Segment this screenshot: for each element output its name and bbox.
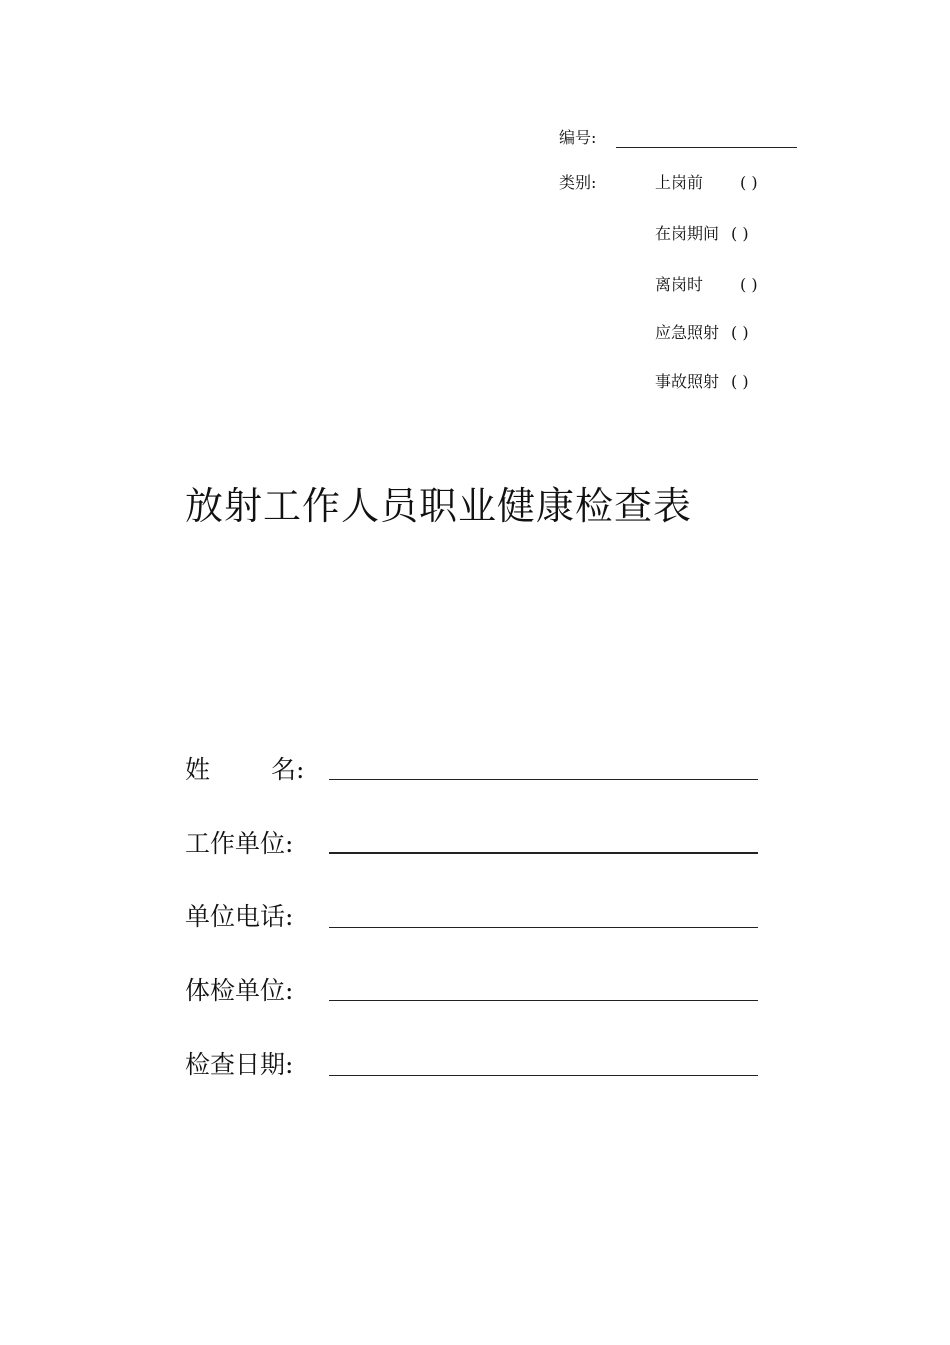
- category-checkbox-pre-employment: ( ): [740, 173, 758, 192]
- exam-unit-label: 体检单位:: [185, 976, 294, 1005]
- work-unit-underline: [329, 852, 758, 854]
- category-checkbox-leaving: ( ): [740, 275, 758, 294]
- exam-date-label: 检查日期:: [185, 1050, 294, 1079]
- category-checkbox-accident-exposure: ( ): [731, 372, 749, 391]
- name-underline: [329, 779, 758, 780]
- document-title: 放射工作人员职业健康检查表: [185, 484, 693, 528]
- serial-label: 编号:: [559, 128, 597, 147]
- exam-date-underline: [329, 1075, 758, 1076]
- category-checkbox-in-service: ( ): [731, 224, 749, 243]
- category-label: 类别:: [559, 173, 597, 192]
- work-unit-label: 工作单位:: [185, 829, 294, 858]
- name-label-first: 姓: [185, 755, 211, 784]
- category-option-in-service: 在岗期间: [655, 224, 720, 243]
- unit-phone-label: 单位电话:: [185, 902, 294, 931]
- unit-phone-underline: [329, 927, 758, 928]
- category-option-leaving: 离岗时: [655, 275, 704, 294]
- name-label-second: 名:: [271, 755, 305, 784]
- serial-underline: [616, 147, 797, 148]
- exam-unit-underline: [329, 1000, 758, 1001]
- category-option-pre-employment: 上岗前: [655, 173, 704, 192]
- category-option-accident-exposure: 事故照射: [655, 372, 720, 391]
- category-option-emergency-exposure: 应急照射: [655, 323, 720, 342]
- category-checkbox-emergency-exposure: ( ): [731, 323, 749, 342]
